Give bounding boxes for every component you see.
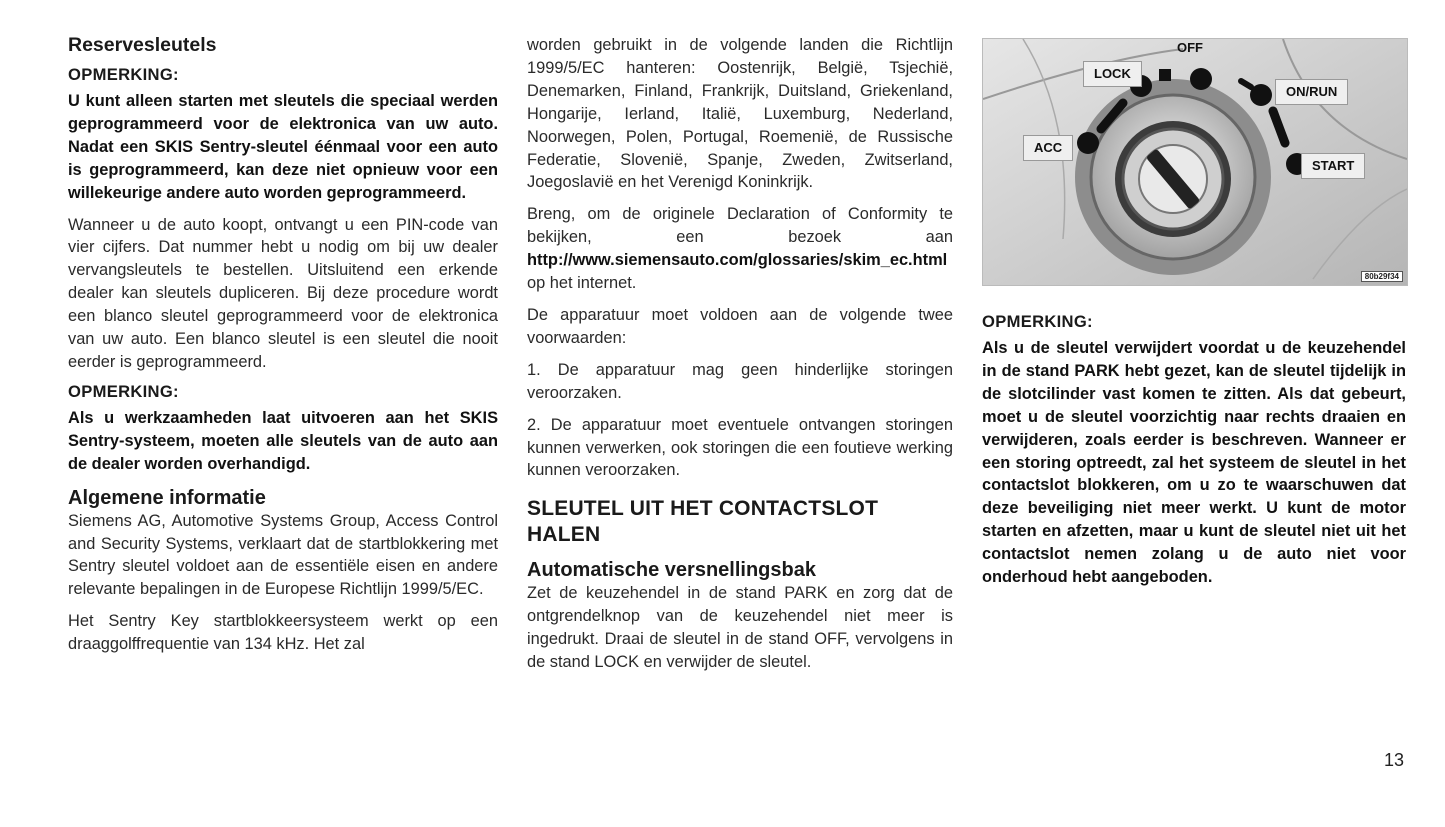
heading-automatische-versnellingsbak: Automatische versnellingsbak (527, 559, 816, 582)
declaration-text: Breng, om de originele Declaration of Conformity te bekijken, een bezoek aan (527, 205, 953, 247)
condition-1: 1. De apparatuur mag geen hinderlijke storingen veroorzaken. (527, 360, 953, 402)
note-label: OPMERKING: (68, 65, 179, 84)
paragraph-pin-code: Wanneer u de auto koopt, ontvangt u een PIN-code van vier cijfers. Dat nummer hebt u nodig om bij uw dealer vervangsleutels te bestellen. Uitsluitend een erkende dealer kan sleutels dupliceren. Bij deze procedure wordt een blanco sleutel geprogrammeerd voor de elektronica van uw auto. Een blanco sleutel is een sleutel die nooit eerder is geprogrammeerd. (68, 215, 498, 371)
paragraph-automatic: Zet de keuzehendel in de stand PARK en zorg dat de ontgrendelknop van de keuzehendel niet meer is ingedrukt. Draai de sleutel in de stand OFF, vervolgens in de stand LOCK en verwijder de sleutel. (527, 584, 953, 672)
column-middle (527, 34, 953, 674)
label-on-run: ON/RUN (1275, 79, 1348, 105)
paragraph-declaration (527, 203, 953, 295)
label-lock: LOCK (1083, 61, 1142, 87)
ignition-switch-figure (982, 38, 1408, 286)
declaration-url[interactable]: http://www.siemensauto.com/glossaries/skim_ec.html (527, 251, 948, 270)
label-off: OFF (1177, 40, 1203, 55)
label-start: START (1301, 153, 1365, 179)
note-label: OPMERKING: (68, 381, 179, 401)
note-text: Als u de sleutel verwijdert voordat u de keuzehendel in de stand PARK hebt gezet, kan de sleutel tijdelijk in de slotcilinder vast komen te zitten. Als dat gebeurt, moet u de sleutel voorzichtig naar rechts draaien en verwijderen, zoals eerder is beschreven. Wanneer er een storing optreedt, zal het systeem de sleutel in het contactslot blokkeren, om u zo te waarschuwen dat deze beveiliging niet meer werkt. U kunt de motor starten en afzetten, maar u kunt de sleutel niet uit het contactslot nemen zolang u de auto niet voor onderhoud hebt aangeboden. (982, 339, 1406, 587)
column-left (68, 34, 498, 656)
paragraph-frequency: Het Sentry Key startblokkeersysteem werkt op een draaggolffrequentie van 134 kHz. Het zal (68, 612, 498, 654)
heading-sleutel-uit-contactslot: SLEUTEL UIT HET CONTACTSLOT HALEN (527, 497, 879, 547)
paragraph-countries: worden gebruikt in de volgende landen die Richtlijn 1999/5/EC hanteren: Oostenrijk, België, Tsjechië, Denemarken, Finland, Frankrijk, Duitsland, Griekenland, Hongarije, Ierland, Italië, Luxemburg, Nederland, Noorwegen, Polen, Portugal, Roemenië, de Russische Federatie, Slovenië, Spanje, Zweden, Zwitserland, Joegoslavië en het Verenigd Koninkrijk. (527, 36, 953, 192)
column-right (982, 38, 1406, 589)
note-text: U kunt alleen starten met sleutels die speciaal werden geprogrammeerd voor de elektronica van uw auto. Nadat een SKIS Sentry-sleutel éénmaal voor een auto is geprogrammeerd, kan deze niet opnieuw voor een willekeurige andere auto worden geprogrammeerd. (68, 92, 498, 202)
label-acc: ACC (1023, 135, 1073, 161)
figure-code: 80b29f34 (1361, 271, 1403, 282)
page-number: 13 (1384, 750, 1405, 770)
note-text: Als u werkzaamheden laat uitvoeren aan het SKIS Sentry-systeem, moeten alle sleutels van de auto aan de dealer worden overhandigd. (68, 408, 498, 473)
paragraph-conditions: De apparatuur moet voldoen aan de volgende twee voorwaarden: (527, 305, 953, 347)
heading-algemene-informatie: Algemene informatie (68, 486, 266, 509)
heading-reservesleutels: Reservesleutels (68, 34, 217, 56)
paragraph-siemens: Siemens AG, Automotive Systems Group, Access Control and Security Systems, verklaart dat de startblokkering met Sentry sleutel voldoet aan de essentiële eisen en andere relevante bepalingen in de Europese Richtlijn 1999/5/EC. (68, 511, 498, 599)
note-label: OPMERKING: (982, 312, 1093, 331)
declaration-end-text: op het internet. (527, 274, 637, 293)
condition-2: 2. De apparatuur moet eventuele ontvangen storingen kunnen verwerken, ook storingen die een foutieve werking kunnen veroorzaken. (527, 415, 953, 480)
